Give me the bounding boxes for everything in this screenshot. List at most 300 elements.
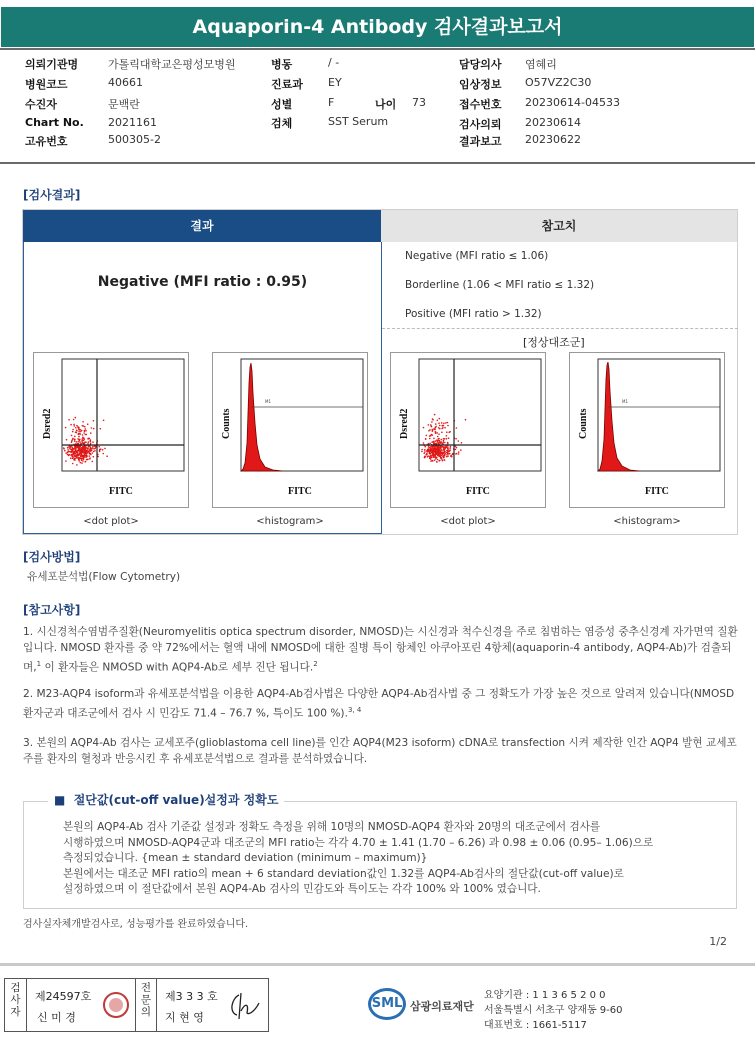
scatter-point (75, 427, 77, 429)
scatter-point (76, 452, 78, 454)
reference-divider (382, 328, 738, 329)
scatter-point (90, 450, 92, 452)
field-label: 병동 (271, 58, 293, 71)
scatter-point (93, 428, 95, 430)
field-label: 의뢰기관명 (25, 58, 79, 71)
dot-x-label: FITC (109, 486, 133, 497)
scatter-point (436, 446, 438, 448)
scatter-point (425, 446, 427, 448)
scatter-point (72, 448, 74, 450)
scatter-point (74, 440, 76, 442)
field-label: 병원코드 (25, 78, 68, 91)
scatter-point (80, 452, 82, 454)
scatter-point (81, 456, 83, 458)
scatter-point (82, 438, 84, 440)
field-label: 수진자 (25, 98, 57, 111)
scatter-point (70, 454, 72, 456)
scatter-point (424, 456, 426, 458)
field-value: 2021161 (108, 116, 157, 129)
scatter-point (75, 417, 77, 419)
scatter-point (429, 443, 431, 445)
scatter-point (433, 438, 435, 440)
scatter-point (69, 447, 71, 449)
result-column-header: 결과 (23, 210, 381, 242)
scatter-point (432, 460, 434, 462)
scatter-point (92, 461, 94, 463)
scatter-point (436, 443, 438, 445)
note-text: 이 환자들은 NMOSD with AQP4-Ab로 세부 진단 됩니다. (41, 661, 314, 674)
sml-logo-icon: SML (368, 988, 406, 1020)
cutoff-line: 측정되었습니다. {mean ± standard deviation (minimum – maximum)} (63, 852, 428, 864)
scatter-point (81, 439, 83, 441)
dot-plot-graphic (391, 353, 547, 509)
scatter-point (436, 451, 438, 453)
scatter-point (80, 448, 82, 450)
control-dot-caption: <dot plot> (440, 516, 496, 527)
scatter-point (439, 418, 441, 420)
reviewer-vertical-label (5, 979, 27, 1031)
note-ref: 2 (313, 660, 318, 668)
scatter-point (443, 459, 445, 461)
doctor-vertical-label (135, 979, 157, 1031)
scatter-point (441, 428, 443, 430)
scatter-point (433, 457, 435, 459)
scatter-point (444, 427, 446, 429)
scatter-point (450, 446, 452, 448)
scatter-point (92, 452, 94, 454)
scatter-point (429, 457, 431, 459)
scatter-point (432, 446, 434, 448)
scatter-point (79, 447, 81, 449)
scatter-point (84, 430, 86, 432)
scatter-point (64, 450, 66, 452)
scatter-point (431, 421, 433, 423)
scatter-point (70, 424, 72, 426)
field-label: 임상정보 (459, 78, 502, 91)
scatter-point (102, 449, 104, 451)
cutoff-line: 시행하였으며 NMOSD-AQP4군과 대조군의 MFI ratio는 각각 4.70 ± 1.41 (1.70 – 6.26) 과 0.98 ± 0.06 (0.95– 1.06)으로 (63, 836, 654, 849)
scatter-point (428, 424, 430, 426)
scatter-point (439, 425, 441, 427)
field-label: 담당의사 (459, 58, 502, 71)
scatter-point (433, 442, 435, 444)
scatter-point (447, 443, 449, 445)
hist-y-label: Counts (221, 408, 232, 439)
scatter-point (85, 430, 87, 432)
field-label: Chart No. (25, 116, 84, 129)
scatter-point (79, 429, 81, 431)
notes-heading: [참고사항] (23, 603, 81, 617)
scatter-point (437, 438, 439, 440)
scatter-point (449, 447, 451, 449)
field-value: / - (328, 56, 340, 69)
scatter-point (85, 453, 87, 455)
scatter-point (440, 455, 442, 457)
scatter-point (428, 443, 430, 445)
scatter-point (86, 451, 88, 453)
scatter-point (432, 429, 434, 431)
scatter-point (78, 434, 80, 436)
scatter-point (434, 414, 436, 416)
scatter-point (443, 423, 445, 425)
scatter-point (72, 463, 74, 465)
cutoff-line: 본원의 AQP4-Ab 검사 기준값 설정과 정확도 측정을 위해 10명의 NMOSD-AQP4 환자와 20명의 대조군에서 검사를 (63, 821, 601, 833)
scatter-point (78, 439, 80, 441)
scatter-point (104, 448, 106, 450)
scatter-point (72, 429, 74, 431)
scatter-point (435, 448, 437, 450)
field-value: 문백란 (108, 98, 140, 111)
scatter-point (93, 420, 95, 422)
scatter-point (455, 453, 457, 455)
scatter-point (443, 440, 445, 442)
scatter-point (446, 456, 448, 458)
dot-y-label: Dsred2 (399, 408, 410, 439)
control-dot-plot (390, 352, 546, 508)
lab-address: 서울특별시 서초구 양재동 9-60 (484, 1005, 623, 1016)
scatter-point (69, 454, 71, 456)
result-value: Negative (MFI ratio : 0.95) (97, 274, 308, 290)
scatter-point (76, 450, 78, 452)
scatter-point (430, 434, 432, 436)
hist-x-label: FITC (288, 486, 312, 497)
scatter-point (440, 456, 442, 458)
scatter-point (71, 450, 73, 452)
scatter-point (71, 456, 73, 458)
scatter-point (429, 429, 431, 431)
scatter-point (446, 438, 448, 440)
reference-borderline: Borderline (1.06 < MFI ratio ≤ 1.32) (405, 279, 595, 291)
field-label: 접수번호 (459, 98, 502, 111)
scatter-point (94, 450, 96, 452)
scatter-point (106, 455, 108, 457)
field-value: F (328, 96, 335, 109)
scatter-point (432, 430, 434, 432)
scatter-point (447, 451, 449, 453)
cutoff-body (63, 820, 723, 898)
patient-dot-caption: <dot plot> (83, 516, 139, 527)
scatter-point (437, 455, 439, 457)
reference-positive: Positive (MFI ratio > 1.32) (405, 308, 542, 320)
scatter-point (87, 459, 89, 461)
scatter-point (425, 454, 427, 456)
scatter-point (455, 438, 457, 440)
scatter-point (78, 458, 80, 460)
scatter-point (461, 442, 463, 444)
scatter-point (435, 423, 437, 425)
scatter-point (426, 435, 428, 437)
field-label: 성별 (271, 98, 293, 111)
scatter-point (437, 459, 439, 461)
scatter-point (86, 434, 88, 436)
scatter-point (81, 462, 83, 464)
scatter-point (100, 428, 102, 430)
field-label: 결과보고 (459, 135, 502, 148)
scatter-point (78, 436, 80, 438)
scatter-point (83, 437, 85, 439)
scatter-point (446, 454, 448, 456)
result-heading: [검사결과] (23, 188, 81, 202)
scatter-point (85, 461, 87, 463)
scatter-point (438, 451, 440, 453)
cutoff-title-text: 절단값(cut-off value)설정과 정확도 (73, 793, 279, 807)
scatter-point (429, 435, 431, 437)
scatter-point (447, 425, 449, 427)
scatter-point (441, 432, 443, 434)
control-hist-caption: <histogram> (613, 516, 681, 527)
field-value: EY (328, 76, 342, 89)
field-label: 검체 (271, 117, 293, 130)
scatter-point (87, 448, 89, 450)
scatter-point (450, 455, 452, 457)
cutoff-title (48, 791, 284, 808)
scatter-point (91, 427, 93, 429)
patient-hist-caption: <histogram> (256, 516, 324, 527)
field-label: 나이 (375, 98, 397, 111)
scatter-point (438, 440, 440, 442)
scatter-point (75, 431, 77, 433)
scatter-point (79, 433, 81, 435)
scatter-point (455, 449, 457, 451)
scatter-point (73, 424, 75, 426)
reference-column-header: 참고치 (381, 210, 737, 242)
scatter-point (437, 420, 439, 422)
footer-note: 검사실자체개발검사로, 성능평가를 완료하였습니다. (23, 919, 249, 930)
scatter-point (430, 460, 432, 462)
scatter-point (434, 454, 436, 456)
scatter-point (89, 452, 91, 454)
scatter-point (444, 453, 446, 455)
scatter-point (80, 462, 82, 464)
scatter-point (456, 427, 458, 429)
dot-plot-graphic (34, 353, 190, 509)
dot-y-label: Dsred2 (42, 408, 53, 439)
scatter-point (65, 452, 67, 454)
scatter-point (71, 435, 73, 437)
scatter-point (423, 427, 425, 429)
scatter-point (434, 459, 436, 461)
scatter-point (424, 449, 426, 451)
scatter-point (431, 455, 433, 457)
field-value: 73 (412, 96, 426, 109)
scatter-point (84, 448, 86, 450)
scatter-point (431, 426, 433, 428)
dot-cloud (421, 414, 466, 463)
signature-box (4, 978, 269, 1032)
scatter-point (446, 431, 448, 433)
note-item-1 (23, 624, 739, 676)
scatter-point (427, 455, 429, 457)
scatter-point (442, 452, 444, 454)
doctor-vertical-text: 전 문 의 (140, 982, 152, 1018)
scatter-point (430, 446, 432, 448)
scatter-point (455, 446, 457, 448)
scatter-point (76, 425, 78, 427)
scatter-point (68, 419, 70, 421)
scatter-point (65, 427, 67, 429)
scatter-point (432, 453, 434, 455)
scatter-point (443, 457, 445, 459)
scatter-point (78, 455, 80, 457)
scatter-point (93, 448, 95, 450)
scatter-point (72, 431, 74, 433)
signature-icon (225, 989, 265, 1023)
scatter-point (435, 452, 437, 454)
scatter-point (441, 422, 443, 424)
dot-cloud (63, 417, 108, 466)
scatter-point (440, 447, 442, 449)
scatter-point (87, 423, 89, 425)
scatter-point (440, 442, 442, 444)
doctor-name: 지 현 영 (165, 1011, 204, 1024)
scatter-point (63, 447, 65, 449)
scatter-point (438, 447, 440, 449)
scatter-point (72, 439, 74, 441)
scatter-point (431, 457, 433, 459)
scatter-point (437, 441, 439, 443)
scatter-point (88, 441, 90, 443)
scatter-point (68, 451, 70, 453)
scatter-point (76, 446, 78, 448)
field-value: 40661 (108, 76, 143, 89)
scatter-point (460, 449, 462, 451)
field-label: 진료과 (271, 78, 303, 91)
scatter-point (436, 461, 438, 463)
gate-label: M1 (622, 399, 628, 404)
scatter-point (456, 447, 458, 449)
scatter-point (76, 457, 78, 459)
scatter-point (92, 441, 94, 443)
scatter-point (443, 438, 445, 440)
scatter-point (431, 441, 433, 443)
scatter-point (74, 459, 76, 461)
scatter-point (437, 436, 439, 438)
hist-x-label: FITC (645, 486, 669, 497)
scatter-point (428, 446, 430, 448)
field-value: 20230614-04533 (525, 96, 620, 109)
lab-name: 삼광의료재단 (410, 1000, 474, 1013)
scatter-point (423, 442, 425, 444)
scatter-point (83, 432, 85, 434)
field-value: 20230614 (525, 116, 581, 129)
scatter-point (434, 428, 436, 430)
scatter-point (73, 425, 75, 427)
scatter-point (73, 448, 75, 450)
scatter-point (82, 425, 84, 427)
note-ref: 3, 4 (347, 706, 362, 714)
note-text: 2. M23-AQP4 isoform과 유세포분석법을 이용한 AQP4-Ab검사법은 다양한 AQP4-Ab검사법 중 그 정확도가 가장 높은 것으로 알려져 있습니다(NMOSD환자군과 대조군에서 검사 시 민감도 71.4 – 76.7 %, 특이도 100 %). (23, 688, 735, 720)
cutoff-line: 본원에서는 대조군 MFI ratio의 mean + 6 standard deviation값인 1.32를 AQP4-Ab검사의 절단값(cut-off value)로 (63, 867, 624, 880)
scatter-point (421, 451, 423, 453)
scatter-point (438, 433, 440, 435)
scatter-point (431, 452, 433, 454)
scatter-point (103, 453, 105, 455)
scatter-point (89, 438, 91, 440)
scatter-point (421, 449, 423, 451)
reviewer-vertical-text: 검 사 자 (10, 982, 21, 1018)
scatter-point (77, 441, 79, 443)
histogram-graphic (570, 353, 726, 509)
scatter-point (71, 441, 73, 443)
scatter-point (83, 451, 85, 453)
field-label: 고유번호 (25, 135, 68, 148)
scatter-point (445, 422, 447, 424)
scatter-point (90, 443, 92, 445)
scatter-point (435, 446, 437, 448)
scatter-point (85, 428, 87, 430)
scatter-point (443, 447, 445, 449)
scatter-point (444, 455, 446, 457)
scatter-point (438, 450, 440, 452)
scatter-point (76, 464, 78, 466)
scatter-point (82, 434, 84, 436)
scatter-point (443, 449, 445, 451)
scatter-point (429, 438, 431, 440)
scatter-point (458, 451, 460, 453)
scatter-point (103, 420, 105, 422)
doctor-license: 제3 3 3 호 (165, 990, 218, 1003)
patient-histogram (212, 352, 368, 508)
scatter-point (435, 440, 437, 442)
reviewer-name: 신 미 경 (37, 1011, 76, 1024)
histogram-graphic (213, 353, 369, 509)
scatter-point (444, 442, 446, 444)
footer-rule (0, 963, 755, 966)
control-histogram (569, 352, 725, 508)
scatter-point (82, 446, 84, 448)
dot-x-label: FITC (466, 486, 490, 497)
scatter-point (423, 453, 425, 455)
field-value: 염혜리 (525, 58, 557, 71)
method-heading: [검사방법] (23, 550, 81, 564)
field-value: 500305-2 (108, 133, 161, 146)
scatter-point (84, 456, 86, 458)
field-value: SST Serum (328, 115, 389, 128)
field-label: 검사의뢰 (459, 118, 502, 131)
square-bullet-icon: ■ (54, 793, 66, 807)
scatter-point (75, 455, 77, 457)
scatter-point (85, 441, 87, 443)
scatter-point (92, 446, 94, 448)
scatter-point (435, 456, 437, 458)
scatter-point (89, 458, 91, 460)
scatter-point (78, 448, 80, 450)
scatter-point (458, 453, 460, 455)
hist-y-label: Counts (578, 408, 589, 439)
scatter-point (98, 446, 100, 448)
scatter-point (82, 448, 84, 450)
field-value: O57VZ2C30 (525, 76, 592, 89)
scatter-point (67, 447, 69, 449)
scatter-point (443, 441, 445, 443)
gate-label: M1 (265, 399, 271, 404)
scatter-point (86, 456, 88, 458)
cutoff-line: 설정하였으며 이 절단값에서 본원 AQP4-Ab 검사의 민감도와 특이도는 각각 100% 와 100% 였습니다. (63, 883, 541, 895)
scatter-point (67, 449, 69, 451)
scatter-point (446, 435, 448, 437)
scatter-point (438, 427, 440, 429)
scatter-point (436, 432, 438, 434)
scatter-point (78, 457, 80, 459)
scatter-point (82, 460, 84, 462)
scatter-point (435, 426, 437, 428)
lab-phone: 대표번호 : 1661-5117 (484, 1020, 587, 1031)
scatter-point (65, 460, 67, 462)
scatter-point (442, 460, 444, 462)
note-text: 1. 시신경척수염범주질환(Neuromyelitis optica spectrum disorder, NMOSD)는 시신경과 척수신경을 주로 침범하는 염증성 중추신경계 자가면역 질환입니다. NMOSD 환자를 중 약 72%에서는 혈액 내에 NMOSD에 대한 질병 특이 항체인 아쿠아포린 4항체(aquaporin-4 antibody, AQP4-Ab)가 검출되며, (23, 626, 738, 674)
scatter-point (82, 458, 84, 460)
scatter-point (89, 440, 91, 442)
